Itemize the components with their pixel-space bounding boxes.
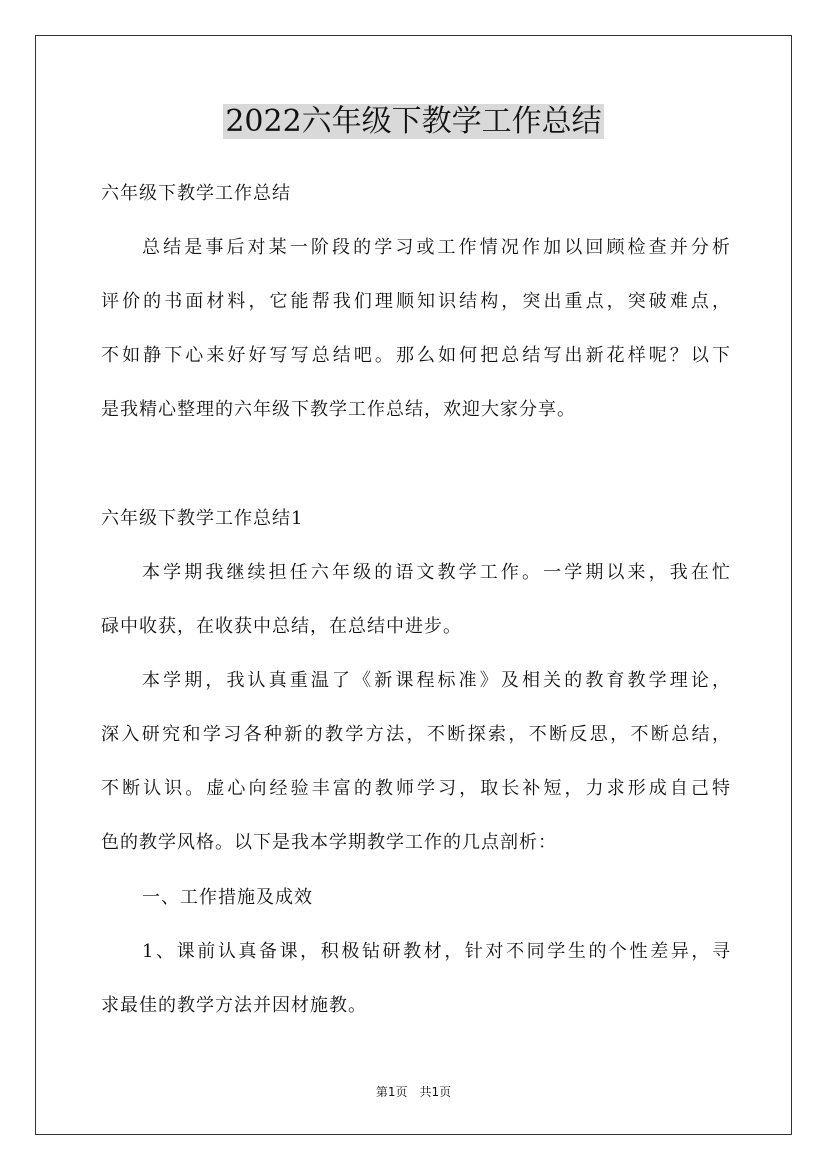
page-footer: 第1页 共1页: [375, 1085, 452, 1099]
para2-line-3: 不断认识。虚心向经验丰富的教师学习，取长补短，力求形成自己特: [101, 778, 731, 799]
para3-line-1: 1、课前认真备课，积极钻研教材，针对不同学生的个性差异，寻: [142, 941, 731, 962]
title-text: 2022六年级下教学工作总结: [225, 104, 602, 139]
intro-line-1: 总结是事后对某一阶段的学习或工作情况作加以回顾检查并分析: [142, 237, 731, 258]
intro-line-2: 评价的书面材料，它能帮我们理顺知识结构，突出重点，突破难点，: [101, 291, 731, 312]
para1-line-1: 本学期我继续担任六年级的语文教学工作。一学期以来，我在忙: [142, 562, 731, 583]
heading-1: 一、工作措施及成效: [142, 887, 313, 908]
para1-line-2: 碌中收获，在收获中总结，在总结中进步。: [101, 616, 462, 637]
para2-line-4: 色的教学风格。以下是我本学期教学工作的几点剖析：: [101, 832, 557, 853]
section-title: 六年级下教学工作总结1: [101, 508, 304, 529]
para2-line-1: 本学期，我认真重温了《新课程标准》及相关的教育教学理论，: [142, 670, 731, 691]
para2-line-2: 深入研究和学习各种新的教学方法，不断探索，不断反思，不断总结，: [101, 724, 731, 745]
para3-line-2: 求最佳的教学方法并因材施教。: [101, 995, 367, 1016]
document-title: [0, 100, 827, 144]
intro-line-3: 不如静下心来好好写写总结吧。那么如何把总结写出新花样呢？以下: [101, 345, 731, 366]
intro-line-4: 是我精心整理的六年级下教学工作总结，欢迎大家分享。: [101, 399, 576, 420]
subtitle: 六年级下教学工作总结: [101, 183, 291, 204]
